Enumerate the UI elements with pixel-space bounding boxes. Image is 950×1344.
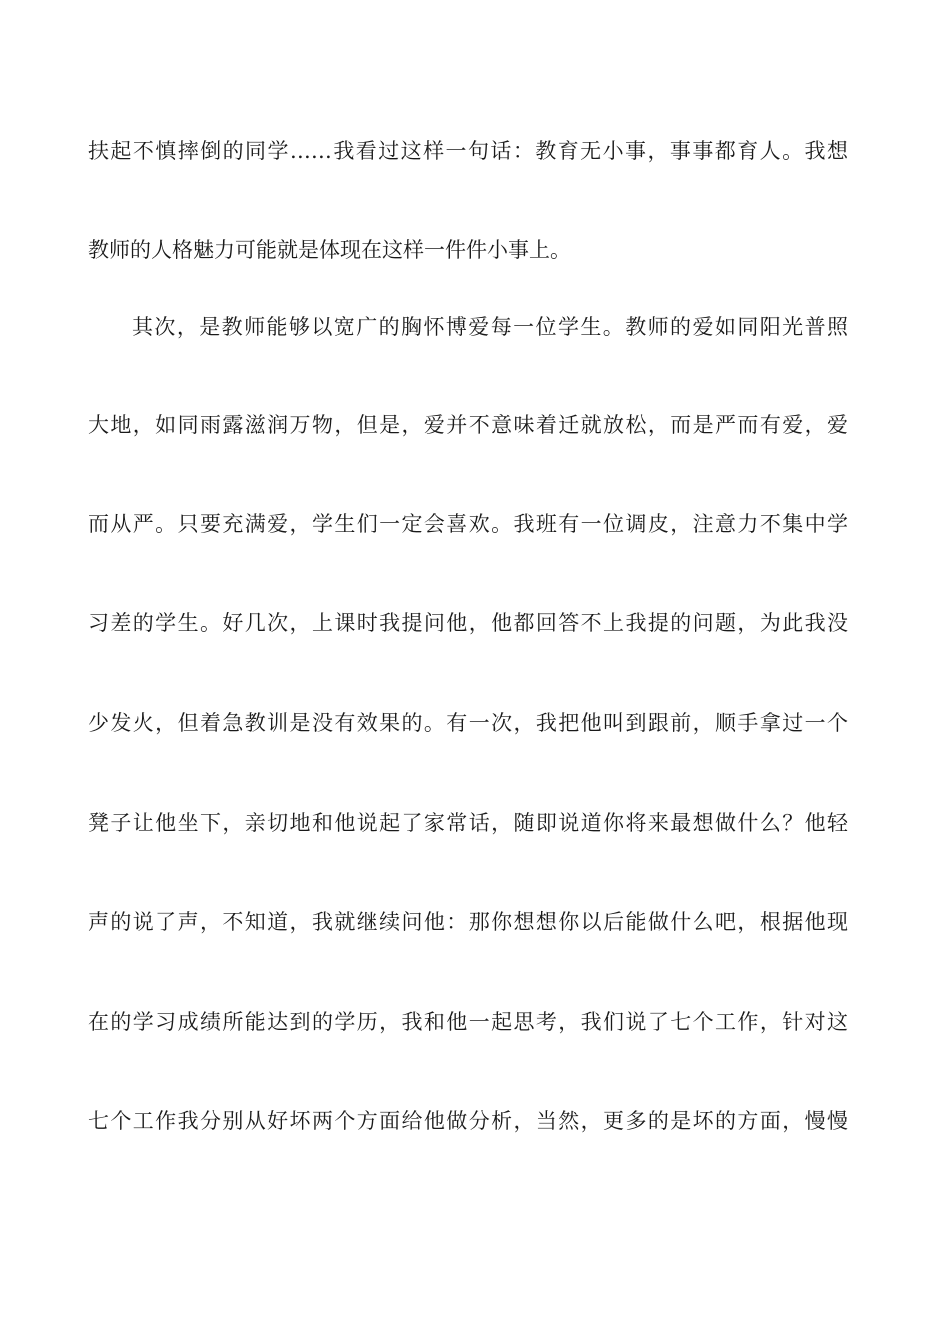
text-line-10: 在的学习成绩所能达到的学历，我和他一起思考，我们说了七个工作，针对这 bbox=[88, 1010, 848, 1034]
text-line-1: 扶起不慎摔倒的同学……我看过这样一句话：教育无小事，事事都育人。我想 bbox=[88, 139, 848, 163]
text-line-4: 大地，如同雨露滋润万物，但是，爱并不意味着迁就放松，而是严而有爱，爱 bbox=[88, 413, 848, 437]
text-line-8: 凳子让他坐下，亲切地和他说起了家常话，随即说道你将来最想做什么？他轻 bbox=[88, 811, 848, 835]
text-line-2: 教师的人格魅力可能就是体现在这样一件件小事上。 bbox=[88, 238, 571, 262]
text-line-5: 而从严。只要充满爱，学生们一定会喜欢。我班有一位调皮，注意力不集中学 bbox=[88, 512, 848, 536]
text-line-7: 少发火，但着急教训是没有效果的。有一次，我把他叫到跟前，顺手拿过一个 bbox=[88, 711, 848, 735]
text-line-11: 七个工作我分别从好坏两个方面给他做分析，当然，更多的是坏的方面，慢慢 bbox=[88, 1109, 848, 1133]
text-line-6: 习差的学生。好几次，上课时我提问他，他都回答不上我提的问题，为此我没 bbox=[88, 611, 848, 635]
text-line-9: 声的说了声，不知道，我就继续问他：那你想想你以后能做什么吧，根据他现 bbox=[88, 910, 848, 934]
paragraph-start-line: 其次，是教师能够以宽广的胸怀博爱每一位学生。教师的爱如同阳光普照 bbox=[132, 315, 848, 339]
